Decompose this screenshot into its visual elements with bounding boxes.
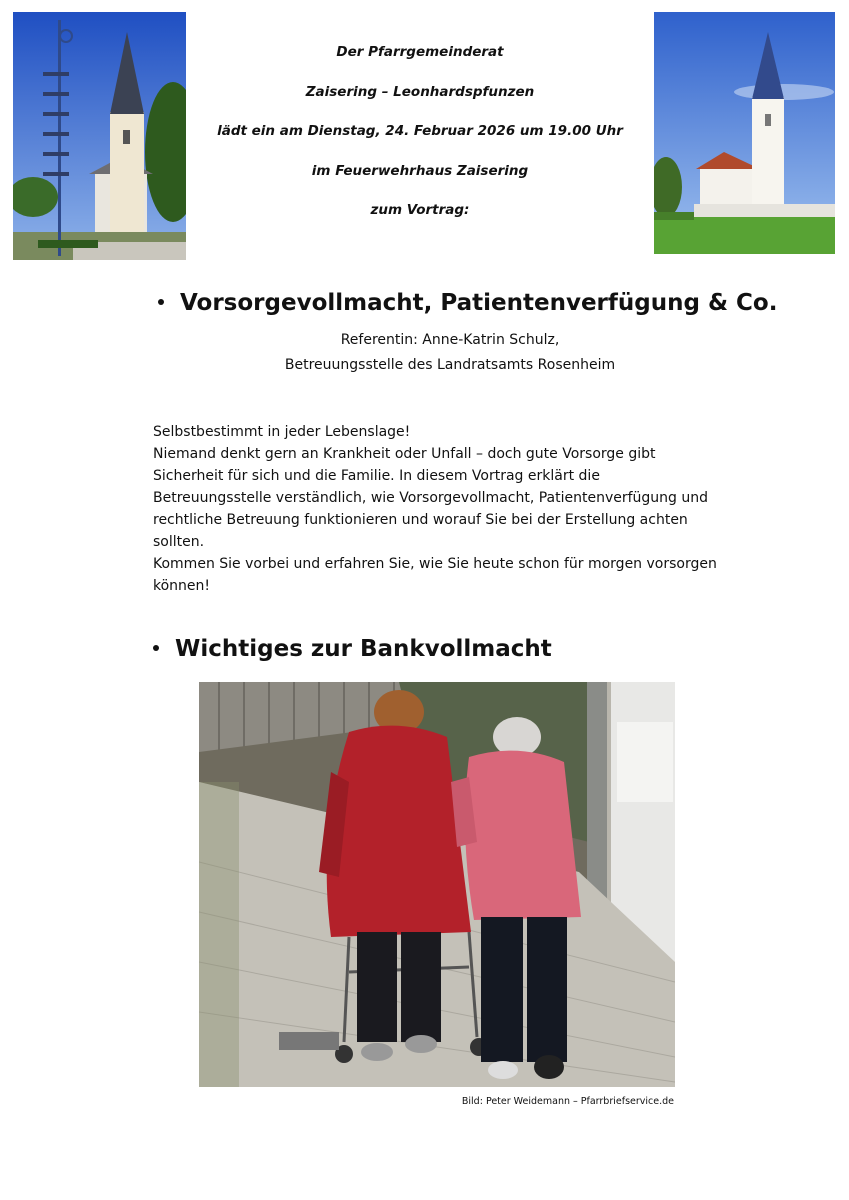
paragraph-line: können! (153, 578, 211, 594)
header-location: im Feuerwehrhaus Zaisering (311, 162, 529, 179)
speaker-info (200, 328, 700, 378)
header-organizer: Der Pfarrgemeinderat (336, 44, 504, 60)
section-title: Vorsorgevollmacht, Patientenverfügung & Co. (180, 290, 778, 316)
paragraph-line: Selbstbestimmt in jeder Lebenslage! (153, 424, 411, 440)
header-talk-intro: zum Vortrag: (370, 202, 470, 218)
description-paragraph (153, 421, 753, 597)
section-heading-bankvollmacht (153, 636, 552, 662)
photo-credit: Bild: Peter Weidemann – Pfarrbriefservice.de (461, 1096, 674, 1107)
paragraph-line: Kommen Sie vorbei und erfahren Sie, wie Sie heute schon für morgen vorsorgen (153, 556, 717, 572)
two-women-walking-photo (199, 682, 675, 1087)
paragraph-line: sollten. (153, 534, 205, 550)
paragraph-line: Betreuungsstelle verständlich, wie Vorsorgevollmacht, Patientenverfügung und (153, 490, 709, 506)
chapel-image (654, 12, 835, 254)
event-header (186, 42, 654, 240)
header-date: lädt ein am Dienstag, 24. Februar 2026 um 19.00 Uhr (217, 123, 623, 139)
paragraph-line: Sicherheit für sich und die Familie. In diesem Vortrag erklärt die (153, 468, 600, 484)
paragraph-line: rechtliche Betreuung funktionieren und worauf Sie bei der Erstellung achten (153, 512, 688, 528)
speaker-name: Referentin: Anne-Katrin Schulz, (340, 332, 560, 348)
church-maypole-image (13, 12, 186, 260)
header-parish: Zaisering – Leonhardspfunzen (305, 83, 535, 100)
section-heading-vorsorge (158, 290, 777, 316)
paragraph-line: Niemand denkt gern an Krankheit oder Unfall – doch gute Vorsorge gibt (153, 446, 656, 462)
bullet-icon (158, 299, 164, 305)
bullet-icon (153, 645, 159, 651)
speaker-affiliation: Betreuungsstelle des Landratsamts Rosenheim (284, 357, 616, 373)
section-title: Wichtiges zur Bankvollmacht (175, 636, 552, 662)
